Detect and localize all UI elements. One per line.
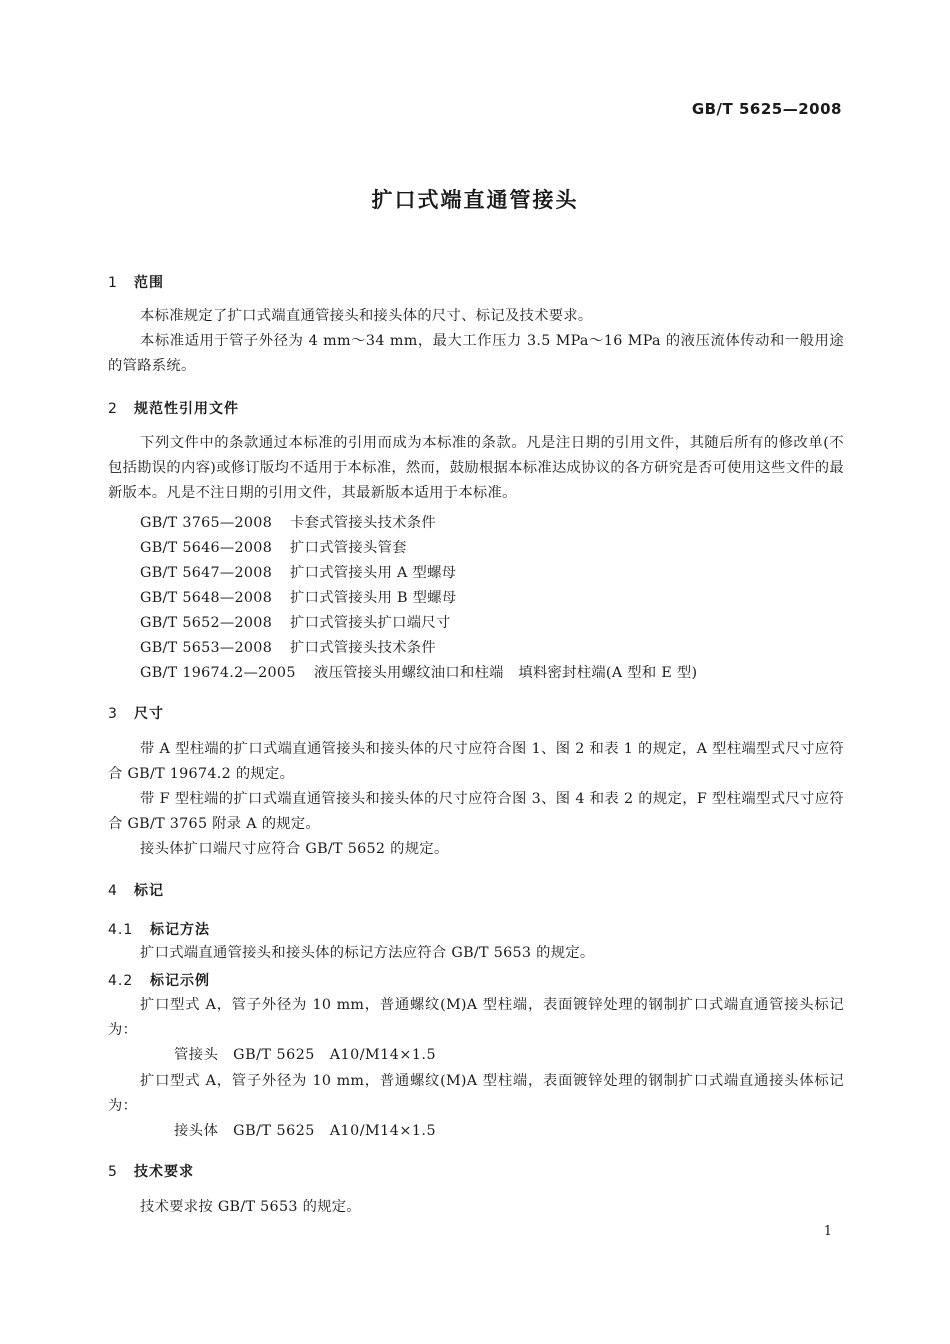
subsection-number: 4.2 xyxy=(108,973,134,989)
section-title: 规范性引用文件 xyxy=(134,401,239,417)
section-number: 4 xyxy=(108,883,118,899)
reference-item xyxy=(140,637,436,657)
section-3-body xyxy=(108,737,844,862)
section-title: 技术要求 xyxy=(134,1164,194,1180)
section-number: 3 xyxy=(108,706,118,722)
section-5-body xyxy=(108,1195,844,1220)
reference-title: 扩口式管接头管套 xyxy=(290,540,407,556)
subsection-4-2-heading xyxy=(108,970,210,990)
reference-code: GB/T 5647—2008 xyxy=(140,565,273,581)
paragraph: 扩口型式 A，管子外径为 10 mm，普通螺纹(M)A 型柱端，表面镀锌处理的钢制扩口式端直通管接头标记为： xyxy=(108,997,844,1038)
reference-item xyxy=(140,512,436,532)
paragraph: 带 F 型柱端的扩口式端直通管接头和接头体的尺寸应符合图 3、图 4 和表 2 的规定，F 型柱端型式尺寸应符合 GB/T 3765 附录 A 的规定。 xyxy=(108,791,844,832)
section-title: 尺寸 xyxy=(134,706,164,722)
reference-code: GB/T 5648—2008 xyxy=(140,590,273,606)
reference-code: GB/T 5652—2008 xyxy=(140,615,273,631)
reference-item xyxy=(140,662,697,682)
paragraph: 技术要求按 GB/T 5653 的规定。 xyxy=(140,1199,361,1215)
section-5-heading xyxy=(108,1161,194,1181)
reference-title: 扩口式管接头用 B 型螺母 xyxy=(290,590,457,606)
reference-code: GB/T 19674.2—2005 xyxy=(140,665,296,681)
subsection-title: 标记示例 xyxy=(150,973,210,989)
section-title: 标记 xyxy=(134,883,164,899)
subsection-4-2-example-1 xyxy=(108,993,844,1043)
section-2-heading xyxy=(108,398,239,418)
section-title: 范围 xyxy=(134,275,164,291)
reference-item xyxy=(140,587,456,607)
section-number: 5 xyxy=(108,1164,118,1180)
marking-example-1: 管接头 GB/T 5625 A10/M14×1.5 xyxy=(174,1047,437,1063)
standard-code: GB/T 5625—2008 xyxy=(691,100,842,118)
paragraph: 扩口型式 A，管子外径为 10 mm，普通螺纹(M)A 型柱端，表面镀锌处理的钢制扩口式端直通接头体标记为： xyxy=(108,1073,844,1114)
reference-title: 扩口式管接头扩口端尺寸 xyxy=(290,615,451,631)
reference-title: 卡套式管接头技术条件 xyxy=(290,515,436,531)
section-4-heading xyxy=(108,880,164,900)
paragraph: 带 A 型柱端的扩口式端直通管接头和接头体的尺寸应符合图 1、图 2 和表 1 的规定，A 型柱端型式尺寸应符合 GB/T 19674.2 的规定。 xyxy=(108,741,844,782)
reference-item xyxy=(140,562,456,582)
section-1-body xyxy=(108,304,844,379)
section-number: 1 xyxy=(108,275,118,291)
section-number: 2 xyxy=(108,401,118,417)
reference-code: GB/T 5653—2008 xyxy=(140,640,273,656)
paragraph: 本标准规定了扩口式端直通管接头和接头体的尺寸、标记及技术要求。 xyxy=(140,308,593,324)
section-1-heading xyxy=(108,272,164,292)
reference-code: GB/T 3765—2008 xyxy=(140,515,273,531)
reference-code: GB/T 5646—2008 xyxy=(140,540,273,556)
reference-title: 扩口式管接头用 A 型螺母 xyxy=(290,565,457,581)
reference-title: 液压管接头用螺纹油口和柱端 填料密封柱端(A 型和 E 型) xyxy=(314,665,698,681)
marking-example-2: 接头体 GB/T 5625 A10/M14×1.5 xyxy=(174,1123,437,1139)
page-number: 1 xyxy=(823,1224,832,1239)
document-title: 扩口式端直通管接头 xyxy=(371,188,579,212)
reference-title: 扩口式管接头技术条件 xyxy=(290,640,436,656)
subsection-title: 标记方法 xyxy=(150,922,210,938)
paragraph: 接头体扩口端尺寸应符合 GB/T 5652 的规定。 xyxy=(140,841,449,857)
subsection-4-1-body xyxy=(108,941,844,966)
section-2-body xyxy=(108,431,844,506)
paragraph: 本标准适用于管子外径为 4 mm～34 mm，最大工作压力 3.5 MPa～16 MPa 的液压流体传动和一般用途的管路系统。 xyxy=(108,333,844,374)
section-3-heading xyxy=(108,703,164,723)
paragraph: 扩口式端直通管接头和接头体的标记方法应符合 GB/T 5653 的规定。 xyxy=(140,945,595,961)
subsection-number: 4.1 xyxy=(108,922,134,938)
paragraph: 下列文件中的条款通过本标准的引用而成为本标准的条款。凡是注日期的引用文件，其随后所有的修改单(不包括勘误的内容)或修订版均不适用于本标准，然而，鼓励根据本标准达成协议的各方研究是否可使用这些文件的最新版本。凡是不注日期的引用文件，其最新版本适用于本标准。 xyxy=(108,435,844,501)
subsection-4-2-example-2 xyxy=(108,1069,844,1119)
subsection-4-1-heading xyxy=(108,919,210,939)
reference-item xyxy=(140,612,451,632)
reference-item xyxy=(140,537,407,557)
